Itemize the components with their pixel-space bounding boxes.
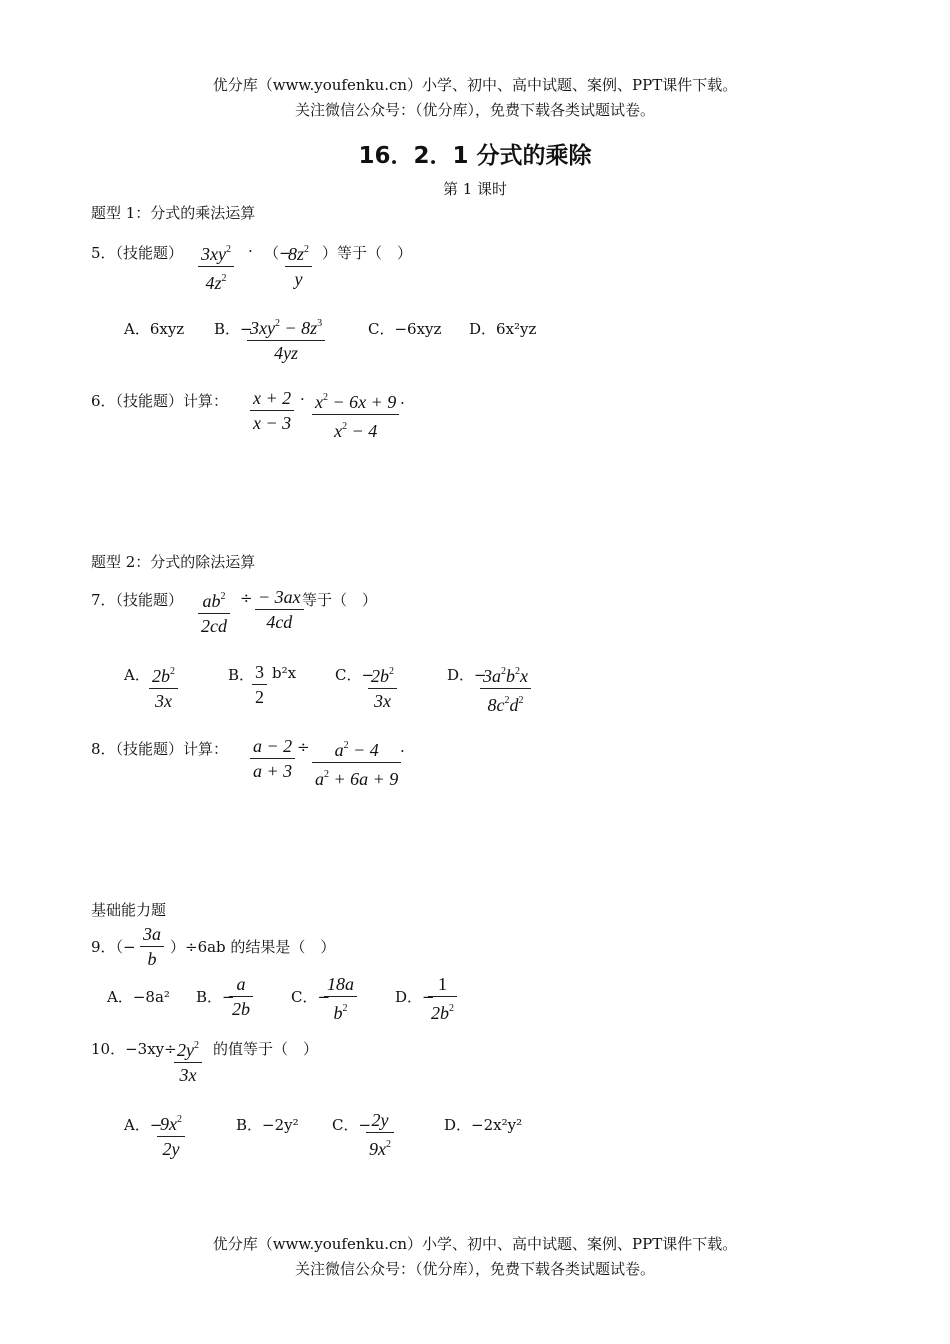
q5-option-c: C．−6xyz [368, 320, 442, 338]
question-8-label: 8．（技能题）计算： [91, 740, 229, 758]
q7-option-b-label: B． [228, 666, 255, 684]
q6-fraction-1: x + 2 x − 3 [250, 386, 294, 435]
header-line-1: 优分库（www.youfenku.cn）小学、初中、高中试题、案例、PPT课件下载。 [212, 76, 738, 94]
page-subtitle: 第 1 课时 [442, 180, 508, 198]
q9-option-d-label: D．− [395, 988, 435, 1006]
q10-option-b: B．−2y² [236, 1116, 299, 1134]
q7-option-c-fraction: $2b^2$ 3x [368, 660, 397, 713]
q5-option-b-label: B．− [214, 320, 253, 338]
q9-option-b-label: B．− [196, 988, 235, 1006]
q7-option-d-label: D．− [447, 666, 487, 684]
q5-open-paren: （− [264, 244, 292, 262]
q10-option-d: D．−2x²y² [444, 1116, 523, 1134]
question-9-label: 9．（− [91, 938, 136, 956]
q6-end-period: . [400, 390, 405, 408]
question-6-label: 6．（技能题）计算： [91, 392, 229, 410]
q7-option-b-tail: b²x [272, 664, 297, 682]
q9-fraction: 3a b [140, 922, 164, 971]
q6-multiply-dot: · [300, 390, 305, 408]
q7-fraction-1: $ab^2$ 2cd [198, 585, 230, 638]
question-10-label: 10．−3xy÷ [91, 1040, 177, 1058]
q10-fraction: $2y^2$ 3x [174, 1034, 202, 1087]
q10-option-c-label: C．− [332, 1116, 372, 1134]
page-title: 16．2．1 分式的乘除 [358, 143, 592, 169]
q7-divide-sign: ÷ [240, 589, 253, 607]
q10-after-text: 的值等于（ ） [213, 1040, 319, 1058]
q9-option-b-fraction: a 2b [229, 972, 253, 1021]
q7-after-text: 等于（ ） [302, 591, 378, 609]
q7-option-a-label: A． [124, 666, 150, 684]
q7-option-b-fraction: 3 2 [252, 660, 267, 709]
header-line-2: 关注微信公众号：（优分库），免费下载各类试题试卷。 [294, 101, 655, 119]
footer-line-2: 关注微信公众号：（优分库），免费下载各类试题试卷。 [294, 1260, 655, 1278]
q9-option-c-label: C．− [291, 988, 331, 1006]
section-heading-1: 题型 1：分式的乘法运算 [91, 204, 256, 222]
q7-option-c-label: C．− [335, 666, 375, 684]
q5-fraction-2: $8z^2$ y [285, 238, 312, 291]
question-7-label: 7．（技能题） [91, 591, 184, 609]
section-heading-2: 题型 2：分式的除法运算 [91, 553, 256, 571]
q5-option-a: A．6xyz [124, 320, 185, 338]
q9-option-a: A．−8a² [107, 988, 170, 1006]
q5-close-text: ）等于（ ） [322, 244, 413, 262]
q9-option-c-fraction: 18a $b^2$ [324, 972, 357, 1025]
q7-fraction-2: − 3ax 4cd [255, 585, 304, 634]
q7-option-a-fraction: $2b^2$ 3x [149, 660, 178, 713]
q6-fraction-2: $x^2 - 6x + 9$ $x^2 - 4$ [312, 386, 399, 443]
q8-divide-sign: ÷ [297, 738, 310, 756]
section-heading-3: 基础能力题 [91, 901, 167, 919]
footer-line-1: 优分库（www.youfenku.cn）小学、初中、高中试题、案例、PPT课件下载。 [212, 1235, 738, 1253]
q8-fraction-1: a − 2 a + 3 [250, 734, 295, 783]
q9-option-d-fraction: 1 $2b^2$ [428, 972, 457, 1025]
q7-option-d-fraction: $3a^2b^2x$ $8c^2d^2$ [480, 660, 531, 717]
q8-end-period: . [400, 738, 405, 756]
q8-fraction-2: $a^2 - 4$ $a^2 + 6a + 9$ [312, 734, 401, 791]
q5-option-d: D．6x²yz [469, 320, 537, 338]
q9-after-text: ）÷6ab 的结果是（ ） [170, 938, 336, 956]
q5-option-b-fraction: $3xy^2 - 8z^3$ 4yz [247, 312, 325, 365]
q5-multiply-dot: · [248, 242, 253, 260]
q5-fraction-1: $3xy^2$ $4z^2$ [198, 238, 234, 295]
q10-option-c-fraction: 2y $9x^2$ [366, 1108, 394, 1161]
q10-option-a-label: A．− [124, 1116, 163, 1134]
q10-option-a-fraction: $9x^2$ 2y [157, 1108, 185, 1161]
question-5-label: 5．（技能题） [91, 244, 184, 262]
